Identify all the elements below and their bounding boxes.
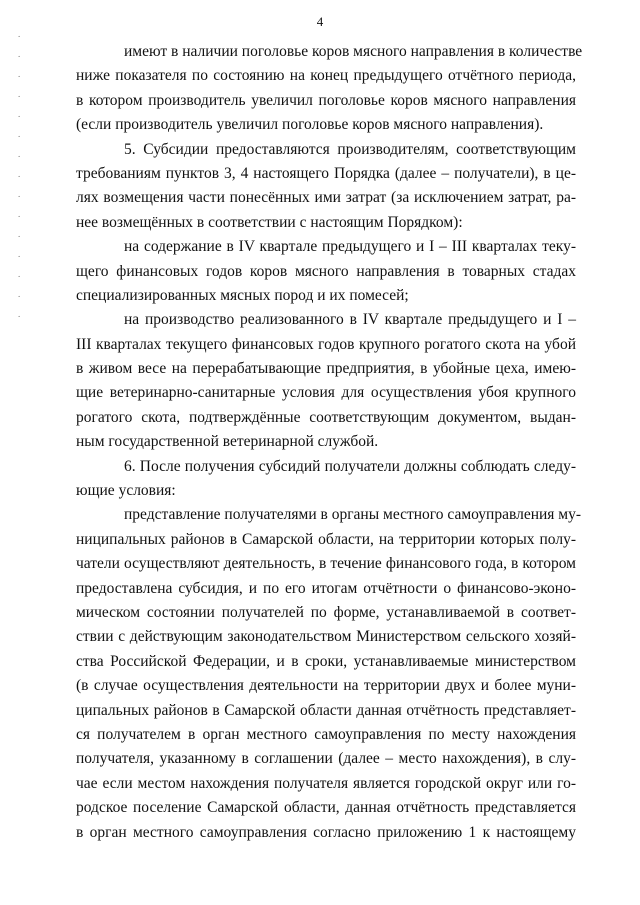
text-line: щего финансовых годов коров мясного направления в товарных стадах — [76, 262, 576, 280]
page-number: 4 — [316, 14, 324, 29]
text-line: ниже показателя по состоянию на конец предыдущего отчётного периода, — [76, 67, 576, 85]
text-line: чае если местом нахождения получателя является городской округ или го- — [76, 774, 576, 792]
text-line: представление получателями в органы местного самоуправления му- — [124, 506, 582, 524]
text-line: ствии с действующим законодательством Министерством сельского хозяй- — [76, 628, 576, 646]
text-line: 6. После получения субсидий получатели должны соблюдать следу- — [124, 457, 576, 475]
text-line: предоставлена субсидия, и по его итогам отчётности о финансово-эконо- — [76, 579, 576, 597]
text-line: ным государственной ветеринарной службой. — [76, 433, 379, 451]
text-line: III кварталах текущего финансовых годов крупного рогатого скота на убой — [76, 335, 576, 353]
text-line: рогатого скота, подтверждённые соответствующим документом, выдан- — [76, 408, 576, 426]
text-line: имеют в наличии поголовье коров мясного направления в количестве — [124, 43, 583, 60]
text-line: лях возмещения части понесённых ими затрат (за исключением затрат, ра- — [76, 189, 576, 207]
text-line: щие ветеринарно-санитарные условия для осуществления убоя крупного — [76, 384, 576, 402]
text-line: получателя, указанному в соглашении (далее – место нахождения), в слу- — [76, 750, 576, 768]
text-line: 5. Субсидии предоставляются производителям, соответствующим — [124, 140, 576, 158]
text-line: (в случае осуществления деятельности на территории двух и более муни- — [76, 677, 576, 695]
text-line: ся получателем в орган местного самоуправления по месту нахождения — [76, 725, 576, 743]
text-line: ющие условия: — [76, 482, 176, 500]
text-line: специализированных мясных пород и их помесей; — [76, 286, 409, 304]
text-line: на содержание в IV квартале предыдущего и I – III кварталах теку- — [124, 238, 576, 256]
text-line: ства Российской Федерации, и в сроки, устанавливаемые министерством — [76, 652, 576, 670]
text-line: в орган местного самоуправления согласно приложению 1 к настоящему — [76, 823, 576, 841]
text-line: требованиям пунктов 3, 4 настоящего Порядка (далее – получатели), в це- — [76, 164, 576, 182]
text-line: в живом весе на перерабатывающие предприятия, в убойные цеха, имею- — [76, 360, 576, 378]
text-line: на производство реализованного в IV квартале предыдущего и I – — [124, 311, 576, 329]
text-line: (если производитель увеличил поголовье коров мясного направления). — [76, 116, 544, 134]
text-line: нее возмещённых в соответствии с настоящим Порядком): — [76, 213, 463, 231]
text-line: ципальных районов в Самарской области данная отчётность представляет- — [76, 701, 576, 719]
text-line: родское поселение Самарской области, данная отчётность представляется — [76, 799, 576, 817]
margin-marks: . . . . . . . . . . . . . . . — [18, 29, 21, 319]
text-line: в котором производитель увеличил поголовье коров мясного направления — [76, 91, 576, 109]
document-body — [76, 40, 583, 845]
text-line: ниципальных районов в Самарской области, на территории которых полу- — [76, 530, 576, 548]
text-line: чатели осуществляют деятельность, в течение финансового года, в котором — [76, 555, 576, 573]
text-line: мическом состоянии получателей по форме, устанавливаемой в соответ- — [76, 603, 576, 621]
